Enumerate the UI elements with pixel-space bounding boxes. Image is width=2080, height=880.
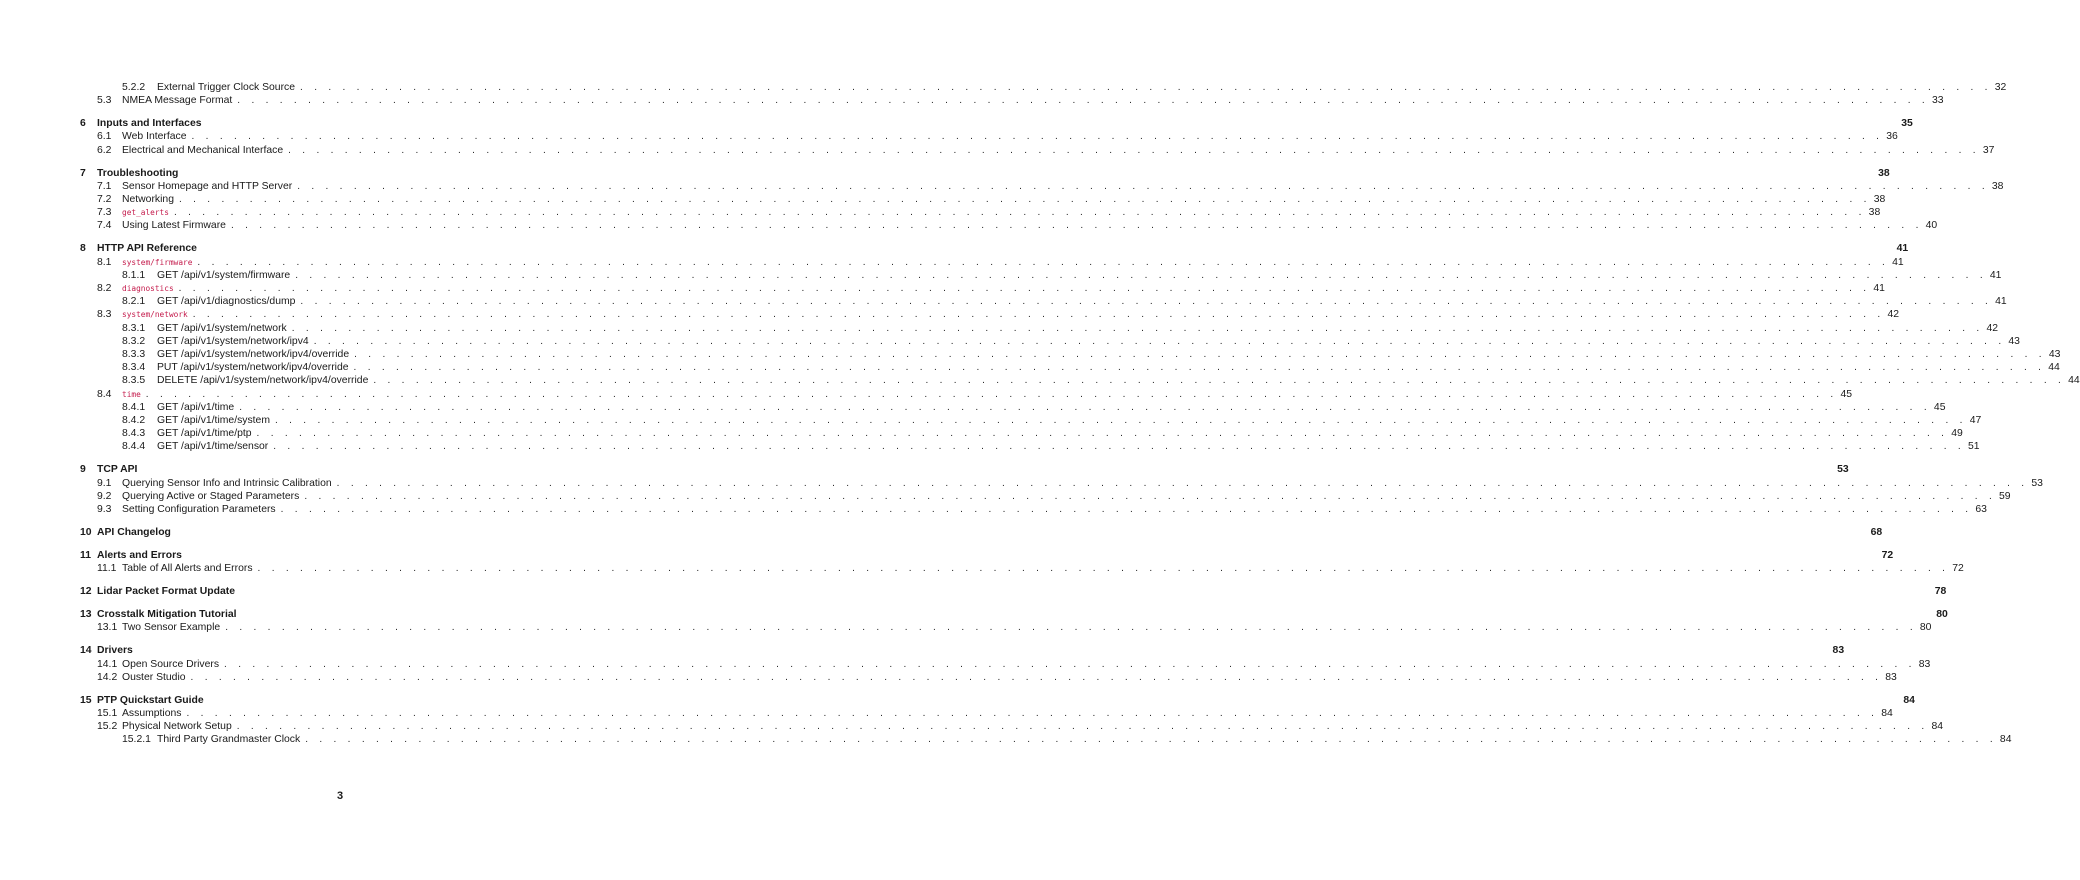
toc-entry-number: 11 — [80, 550, 91, 561]
toc-entry-title: GET /api/v1/diagnostics/dump — [157, 296, 296, 308]
toc-entry-number: 7 — [80, 167, 86, 179]
toc-entry-title: GET /api/v1/time/sensor — [157, 441, 269, 453]
toc-chapter-entry[interactable] — [80, 526, 1883, 539]
toc-entry-page: 45 — [1933, 401, 1946, 413]
toc-entry-page: 68 — [1870, 527, 1883, 538]
toc-section-entry[interactable] — [97, 94, 1944, 107]
toc-section-entry[interactable] — [97, 621, 1932, 634]
toc-entry-page: 83 — [1885, 671, 1897, 683]
toc-section-entry[interactable] — [97, 562, 1964, 575]
toc-entry-page: 45 — [1840, 388, 1853, 400]
toc-entry-number: 5.2.2 — [122, 82, 146, 93]
toc-entry-title: Assumptions — [122, 708, 182, 719]
toc-entry-page: 41 — [1896, 243, 1909, 255]
toc-section-entry[interactable] — [122, 401, 1946, 414]
toc-entry-page: 63 — [1975, 504, 1987, 515]
toc-section-entry[interactable] — [97, 308, 1899, 321]
toc-entry-page: 40 — [1925, 220, 1938, 232]
toc-entry-title: GET /api/v1/time/ptp — [157, 428, 252, 440]
toc-dot-leader: . . . . . . . . . . . . . . . . . . . . . . . . . . . . . . . . . . . . . . . . . . . . . . . . . . . . . . . . . . . . . . . . . . . . . . . . . . . . . . . . . . . . . . . . . . . . . . . . . . . . . . . . . . . . . . . . . . . . . . . . — [304, 490, 1997, 502]
toc-entry-title: Setting Configuration Parameters — [122, 504, 276, 515]
toc-chapter-entry[interactable] — [80, 117, 1913, 130]
toc-entry-page: 33 — [1932, 95, 1944, 107]
toc-entry-number: 15 — [80, 694, 92, 706]
toc-entry-number: 7.1 — [97, 180, 112, 192]
toc-dot-leader: . . . . . . . . . . . . . . . . . . . . . . . . . . . . . . . . . . . . . . . . . . . . . . . . . . . . . . . . . . . . . . . . . . . . . . . . . . . . . . . . . . . . . . . . . . . . . . . . . . . . . . . . . . . . . . . . . . . . . . . . — [178, 283, 1871, 294]
toc-dot-leader: . . . . . . . . . . . . . . . . . . . . . . . . . . . . . . . . . . . . . . . . . . . . . . . . . . . . . . . . . . . . . . . . . . . . . . . . . . . . . . . . . . . . . . . . . . . . . . . . . . . . . . . . . . . . . . . . . . . . . . . . — [297, 180, 1989, 192]
toc-entry-title: GET /api/v1/time/system — [157, 415, 270, 426]
toc-entry-title: TCP API — [97, 464, 138, 476]
toc-section-entry[interactable] — [97, 388, 1853, 401]
toc-dot-leader: . . . . . . . . . . . . . . . . . . . . . . . . . . . . . . . . . . . . . . . . . . . . . . . . . . . . . . . . . . . . . . . . . . . . . . . . . . . . . . . . . . . . . . . . . . . . . . . . . . . . . . . . . . . . . . . . . . . . . . . . — [288, 144, 1980, 156]
toc-entry-title: system/firmware — [122, 257, 193, 267]
toc-dot-leader: . . . . . . . . . . . . . . . . . . . . . . . . . . . . . . . . . . . . . . . . . . . . . . . . . . . . . . . . . . . . . . . . . . . . . . . . . . . . . . . . . . . . . . . . . . . . . . . . . . . . . . . . . . . . . . . . . . . . . . . . — [197, 256, 1890, 268]
toc-entry-page: 41 — [1892, 256, 1904, 268]
toc-entry-number: 6.2 — [97, 144, 112, 156]
toc-entry-title: PTP Quickstart Guide — [97, 694, 204, 706]
toc-entry-number: 5.3 — [97, 95, 112, 107]
toc-entry-title: GET /api/v1/system/network/ipv4/override — [157, 349, 350, 360]
toc-entry-number: 6.1 — [97, 131, 112, 143]
toc-entry-number: 8.1.1 — [122, 269, 146, 281]
toc-entry-number: 9.1 — [97, 477, 112, 489]
toc-entry-number: 9 — [80, 464, 86, 476]
toc-dot-leader: . . . . . . . . . . . . . . . . . . . . . . . . . . . . . . . . . . . . . . . . . . . . . . . . . . . . . . . . . . . . . . . . . . . . . . . . . . . . . . . . . . . . . . . . . . . . . . . . . . . . . . . . . . . . . . . . . . . . . . . . — [280, 504, 1973, 515]
toc-dot-leader: . . . . . . . . . . . . . . . . . . . . . . . . . . . . . . . . . . . . . . . . . . . . . . . . . . . . . . . . . . . . . . . . . . . . . . . . . . . . . . . . . . . . . . . . . . . . . . . . . . . . . . . . . . . . . . . . . . . . . . . . — [295, 269, 1987, 281]
toc-section-entry[interactable] — [97, 256, 1904, 269]
toc-dot-leader: . . . . . . . . . . . . . . . . . . . . . . . . . . . . . . . . . . . . . . . . . . . . . . . . . . . . . . . . . . . . . . . . . . . . . . . . . . . . . . . . . . . . . . . . . . . . . . . . . . . . . . . . . . . . . . . . . . . . . . . . — [237, 95, 1930, 107]
toc-entry-page: 38 — [1878, 167, 1890, 179]
toc-entry-number: 15.2.1 — [122, 734, 151, 746]
toc-section-entry[interactable] — [97, 490, 2011, 503]
toc-entry-page: 84 — [1931, 721, 1944, 733]
toc-section-entry[interactable] — [122, 414, 1982, 427]
toc-section-entry[interactable] — [97, 130, 1898, 143]
toc-section-entry[interactable] — [122, 269, 2002, 282]
toc-entry-title: Troubleshooting — [97, 167, 179, 179]
toc-entry-page: 78 — [1934, 586, 1947, 598]
toc-section-entry[interactable] — [97, 219, 1938, 232]
toc-entry-title: GET /api/v1/system/network/ipv4 — [157, 335, 309, 347]
toc-chapter-entry[interactable] — [80, 694, 1915, 707]
toc-entry-title: DELETE /api/v1/system/network/ipv4/override — [157, 375, 369, 387]
toc-entry-page: 42 — [1887, 309, 1899, 321]
toc-entry-title: Third Party Grandmaster Clock — [157, 734, 301, 746]
toc-entry-page: 53 — [1837, 464, 1849, 476]
toc-entry-title: Table of All Alerts and Errors — [122, 563, 253, 575]
toc-entry-title: get_alerts — [122, 208, 169, 218]
toc-section-entry[interactable] — [97, 477, 2043, 490]
toc-chapter-entry[interactable] — [80, 463, 1849, 476]
toc-dot-leader: . . . . . . . . . . . . . . . . . . . . . . . . . . . . . . . . . . . . . . . . . . . . . . . . . . . . . . . . . . . . . . . . . . . . . . . . . . . . . . . . . . . . . . . . . . . . . . . . . . . . . . . . . . . . . . . . . . . . . . . . — [236, 721, 1929, 733]
toc-entry-number: 8.4 — [97, 388, 112, 400]
toc-entry-number: 11.1 — [97, 563, 117, 575]
toc-entry-page: 38 — [1868, 207, 1881, 219]
toc-section-entry[interactable] — [122, 427, 1963, 440]
toc-entry-number: 13.1 — [97, 622, 118, 634]
toc-entry-title: Querying Sensor Info and Intrinsic Calibration — [122, 477, 332, 489]
page-number: 3 — [336, 790, 344, 802]
toc-entry-number: 15.2 — [97, 721, 118, 733]
toc-entry-number: 6 — [80, 118, 86, 130]
toc-entry-title: Networking — [122, 194, 174, 205]
toc-section-entry[interactable] — [122, 733, 2012, 746]
toc-entry-title: system/network — [122, 310, 188, 320]
toc-entry-page: 38 — [1991, 180, 2004, 192]
toc-dot-leader: . . . . . . . . . . . . . . . . . . . . . . . . . . . . . . . . . . . . . . . . . . . . . . . . . . . . . . . . . . . . . . . . . . . . . . . . . . . . . . . . . . . . . . . . . . . . . . . . . . . . . . . . . . . . . . . . . . . . . . . . — [273, 441, 1965, 453]
toc-entry-page: 59 — [1999, 490, 2011, 502]
toc-section-entry[interactable] — [97, 282, 1885, 295]
toc-section-entry[interactable] — [122, 374, 2080, 387]
toc-entry-title: Drivers — [97, 645, 133, 657]
toc-entry-page: 41 — [1989, 269, 2002, 281]
toc-entry-number: 14 — [80, 645, 92, 657]
toc-entry-number: 8.4.4 — [122, 441, 146, 453]
toc-entry-title: Physical Network Setup — [122, 721, 232, 733]
toc-entry-page: 51 — [1967, 441, 1980, 453]
toc-entry-title: Sensor Homepage and HTTP Server — [122, 180, 293, 192]
toc-entry-title: Alerts and Errors — [97, 550, 182, 561]
toc-entry-title: Querying Active or Staged Parameters — [122, 490, 300, 502]
toc-entry-title: Inputs and Interfaces — [97, 118, 202, 130]
toc-dot-leader: . . . . . . . . . . . . . . . . . . . . . . . . . . . . . . . . . . . . . . . . . . . . . . . . . . . . . . . . . . . . . . . . . . . . . . . . . . . . . . . . . . . . . . . . . . . . . . . . . . . . . . . . . . . . . . . . . . . . . . . . — [305, 734, 1997, 746]
toc-dot-leader: . . . . . . . . . . . . . . . . . . . . . . . . . . . . . . . . . . . . . . . . . . . . . . . . . . . . . . . . . . . . . . . . . . . . . . . . . . . . . . . . . . . . . . . . . . . . . . . . . . . . . . . . . . . . . . . . . . . . . . . . — [224, 658, 1916, 670]
toc-entry-title: NMEA Message Format — [122, 95, 233, 107]
toc-entry-page: 53 — [2031, 477, 2043, 489]
toc-section-entry[interactable] — [97, 206, 1881, 219]
toc-dot-leader: . . . . . . . . . . . . . . . . . . . . . . . . . . . . . . . . . . . . . . . . . . . . . . . . . . . . . . . . . . . . . . . . . . . . . . . . . . . . . . . . . . . . . . . . . . . . . . . . . . . . . . . . . . . . . . . . . . . . . . . . — [291, 322, 1984, 334]
toc-entry-page: 84 — [1881, 708, 1893, 719]
toc-entry-number: 8.3 — [97, 309, 112, 321]
toc-entry-number: 8.4.1 — [122, 401, 146, 413]
toc-dot-leader: . . . . . . . . . . . . . . . . . . . . . . . . . . . . . . . . . . . . . . . . . . . . . . . . . . . . . . . . . . . . . . . . . . . . . . . . . . . . . . . . . . . . . . . . . . . . . . . . . . . . . . . . . . . . . . . . . . . . . . . . — [186, 708, 1879, 719]
toc-entry-page: 84 — [1903, 694, 1915, 706]
toc-section-entry[interactable] — [122, 348, 2061, 361]
toc-entry-page: 83 — [1832, 645, 1845, 657]
toc-entry-page: 43 — [2008, 335, 2020, 347]
toc-section-entry[interactable] — [97, 707, 1893, 720]
toc-entry-number: 8.3.4 — [122, 362, 146, 374]
toc-entry-title: Two Sensor Example — [122, 622, 221, 634]
toc-entry-page: 80 — [1919, 622, 1932, 634]
toc-entry-page: 38 — [1873, 194, 1886, 205]
toc-chapter-entry[interactable] — [80, 608, 1948, 621]
toc-entry-number: 8.4.3 — [122, 428, 146, 440]
toc-entry-page: 80 — [1936, 609, 1948, 621]
toc-chapter-entry[interactable] — [80, 242, 1909, 255]
toc-entry-page: 43 — [2048, 349, 2061, 360]
toc-entry-title: PUT /api/v1/system/network/ipv4/override — [157, 362, 349, 374]
toc-entry-title: GET /api/v1/time — [157, 401, 235, 413]
toc-entry-title: GET /api/v1/system/network — [157, 322, 287, 334]
toc-entry-number: 7.4 — [97, 220, 112, 232]
toc-dot-leader: . . . . . . . . . . . . . . . . . . . . . . . . . . . . . . . . . . . . . . . . . . . . . . . . . . . . . . . . . . . . . . . . . . . . . . . . . . . . . . . . . . . . . . . . . . . . . . . . . . . . . . . . . . . . . . . . . . . . . . . . — [256, 428, 1949, 440]
toc-section-entry[interactable] — [97, 144, 1995, 157]
toc-entry-title: Ouster Studio — [122, 671, 186, 683]
toc-chapter-entry[interactable] — [80, 585, 1947, 598]
toc-entry-page: 47 — [1969, 415, 1982, 426]
toc-section-entry[interactable] — [97, 180, 2004, 193]
toc-dot-leader: . . . . . . . . . . . . . . . . . . . . . . . . . . . . . . . . . . . . . . . . . . . . . . . . . . . . . . . . . . . . . . . . . . . . . . . . . . . . . . . . . . . . . . . . . . . . . . . . . . . . . . . . . . . . . . . . . . . . . . . . — [313, 335, 2006, 347]
toc-dot-leader: . . . . . . . . . . . . . . . . . . . . . . . . . . . . . . . . . . . . . . . . . . . . . . . . . . . . . . . . . . . . . . . . . . . . . . . . . . . . . . . . . . . . . . . . . . . . . . . . . . . . . . . . . . . . . . . . . . . . . . . . — [336, 477, 2029, 489]
toc-section-entry[interactable] — [122, 361, 2060, 374]
toc-dot-leader: . . . . . . . . . . . . . . . . . . . . . . . . . . . . . . . . . . . . . . . . . . . . . . . . . . . . . . . . . . . . . . . . . . . . . . . . . . . . . . . . . . . . . . . . . . . . . . . . . . . . . . . . . . . . . . . . . . . . . . . . — [225, 622, 1917, 634]
toc-entry-number: 8 — [80, 243, 86, 255]
toc-chapter-entry[interactable] — [80, 644, 1845, 657]
toc-entry-title: GET /api/v1/system/firmware — [157, 269, 291, 281]
toc-entry-title: diagnostics — [122, 284, 174, 293]
toc-dot-leader: . . . . . . . . . . . . . . . . . . . . . . . . . . . . . . . . . . . . . . . . . . . . . . . . . . . . . . . . . . . . . . . . . . . . . . . . . . . . . . . . . . . . . . . . . . . . . . . . . . . . . . . . . . . . . . . . . . . . . . . . — [145, 388, 1838, 400]
toc-entry-number: 8.1 — [97, 256, 112, 268]
toc-dot-leader: . . . . . . . . . . . . . . . . . . . . . . . . . . . . . . . . . . . . . . . . . . . . . . . . . . . . . . . . . . . . . . . . . . . . . . . . . . . . . . . . . . . . . . . . . . . . . . . . . . . . . . . . . . . . . . . . . . . . . . . . — [230, 220, 1923, 232]
toc-section-entry[interactable] — [122, 81, 2007, 94]
toc-section-entry[interactable] — [122, 335, 2020, 348]
toc-entry-number: 8.2 — [97, 283, 112, 294]
toc-entry-page: 41 — [1873, 283, 1885, 294]
toc-entry-number: 15.1 — [97, 708, 118, 719]
toc-entry-number: 8.3.5 — [122, 375, 146, 387]
toc-dot-leader: . . . . . . . . . . . . . . . . . . . . . . . . . . . . . . . . . . . . . . . . . . . . . . . . . . . . . . . . . . . . . . . . . . . . . . . . . . . . . . . . . . . . . . . . . . . . . . . . . . . . . . . . . . . . . . . . . . . . . . . . — [300, 82, 1992, 93]
toc-entry-number: 9.2 — [97, 490, 112, 502]
toc-dot-leader: . . . . . . . . . . . . . . . . . . . . . . . . . . . . . . . . . . . . . . . . . . . . . . . . . . . . . . . . . . . . . . . . . . . . . . . . . . . . . . . . . . . . . . . . . . . . . . . . . . . . . . . . . . . . . . . . . . . . . . . . — [178, 194, 1871, 205]
toc-entry-page: 72 — [1952, 563, 1964, 575]
toc-entry-title: Web Interface — [122, 131, 187, 143]
toc-entry-number: 14.2 — [97, 671, 118, 683]
toc-entry-page: 36 — [1886, 131, 1898, 143]
toc-chapter-entry[interactable] — [80, 167, 1890, 180]
toc-section-entry[interactable] — [122, 440, 1980, 453]
toc-section-entry[interactable] — [122, 322, 1999, 335]
toc-entry-page: 41 — [1995, 296, 2007, 308]
toc-section-entry[interactable] — [97, 720, 1944, 733]
toc-entry-title: External Trigger Clock Source — [157, 82, 296, 93]
toc-section-entry[interactable] — [97, 503, 1987, 516]
toc-dot-leader: . . . . . . . . . . . . . . . . . . . . . . . . . . . . . . . . . . . . . . . . . . . . . . . . . . . . . . . . . . . . . . . . . . . . . . . . . . . . . . . . . . . . . . . . . . . . . . . . . . . . . . . . . . . . . . . . . . . . . . . . — [353, 362, 2046, 374]
toc-entry-number: 13 — [80, 609, 92, 621]
toc-entry-title: HTTP API Reference — [97, 243, 197, 255]
toc-dot-leader: . . . . . . . . . . . . . . . . . . . . . . . . . . . . . . . . . . . . . . . . . . . . . . . . . . . . . . . . . . . . . . . . . . . . . . . . . . . . . . . . . . . . . . . . . . . . . . . . . . . . . . . . . . . . . . . . . . . . . . . . — [373, 375, 2066, 387]
toc-entry-page: 42 — [1986, 322, 1999, 334]
toc-entry-number: 8.4.2 — [122, 415, 146, 426]
toc-entry-title: Electrical and Mechanical Interface — [122, 144, 284, 156]
toc-entry-number: 10 — [80, 527, 92, 538]
toc-entry-number: 8.3.1 — [122, 322, 146, 334]
toc-entry-page: 32 — [1994, 82, 2007, 93]
toc-entry-number: 8.3.2 — [122, 335, 146, 347]
toc-entry-page: 84 — [1999, 734, 2012, 746]
toc-entry-title: Lidar Packet Format Update — [97, 586, 236, 598]
toc-entry-title: time — [122, 389, 141, 399]
toc-entry-page: 83 — [1918, 658, 1931, 670]
toc-entry-title: API Changelog — [97, 527, 171, 538]
toc-entry-page: 44 — [2068, 375, 2080, 387]
toc-dot-leader: . . . . . . . . . . . . . . . . . . . . . . . . . . . . . . . . . . . . . . . . . . . . . . . . . . . . . . . . . . . . . . . . . . . . . . . . . . . . . . . . . . . . . . . . . . . . . . . . . . . . . . . . . . . . . . . . . . . . . . . . — [173, 207, 1866, 219]
toc-entry-number: 8.3.3 — [122, 349, 146, 360]
toc-section-entry[interactable] — [97, 658, 1931, 671]
toc-entry-number: 7.3 — [97, 207, 112, 219]
toc-dot-leader: . . . . . . . . . . . . . . . . . . . . . . . . . . . . . . . . . . . . . . . . . . . . . . . . . . . . . . . . . . . . . . . . . . . . . . . . . . . . . . . . . . . . . . . . . . . . . . . . . . . . . . . . . . . . . . . . . . . . . . . . — [192, 309, 1885, 321]
toc-dot-leader: . . . . . . . . . . . . . . . . . . . . . . . . . . . . . . . . . . . . . . . . . . . . . . . . . . . . . . . . . . . . . . . . . . . . . . . . . . . . . . . . . . . . . . . . . . . . . . . . . . . . . . . . . . . . . . . . . . . . . . . . — [257, 563, 1950, 575]
toc-section-entry[interactable] — [97, 193, 1886, 206]
toc-entry-title: Using Latest Firmware — [122, 220, 226, 232]
toc-entry-number: 9.3 — [97, 504, 112, 515]
toc-entry-number: 14.1 — [97, 658, 118, 670]
toc-section-entry[interactable] — [97, 671, 1897, 684]
toc-dot-leader: . . . . . . . . . . . . . . . . . . . . . . . . . . . . . . . . . . . . . . . . . . . . . . . . . . . . . . . . . . . . . . . . . . . . . . . . . . . . . . . . . . . . . . . . . . . . . . . . . . . . . . . . . . . . . . . . . . . . . . . . — [239, 401, 1931, 413]
toc-dot-leader: . . . . . . . . . . . . . . . . . . . . . . . . . . . . . . . . . . . . . . . . . . . . . . . . . . . . . . . . . . . . . . . . . . . . . . . . . . . . . . . . . . . . . . . . . . . . . . . . . . . . . . . . . . . . . . . . . . . . . . . . — [354, 349, 2046, 360]
toc-entry-title: Open Source Drivers — [122, 658, 220, 670]
toc-dot-leader: . . . . . . . . . . . . . . . . . . . . . . . . . . . . . . . . . . . . . . . . . . . . . . . . . . . . . . . . . . . . . . . . . . . . . . . . . . . . . . . . . . . . . . . . . . . . . . . . . . . . . . . . . . . . . . . . . . . . . . . . — [190, 671, 1883, 683]
toc-entry-page: 44 — [2048, 362, 2060, 374]
toc-entry-number: 8.2.1 — [122, 296, 146, 308]
toc-entry-page: 72 — [1881, 550, 1894, 561]
toc-section-entry[interactable] — [122, 295, 2007, 308]
toc-dot-leader: . . . . . . . . . . . . . . . . . . . . . . . . . . . . . . . . . . . . . . . . . . . . . . . . . . . . . . . . . . . . . . . . . . . . . . . . . . . . . . . . . . . . . . . . . . . . . . . . . . . . . . . . . . . . . . . . . . . . . . . . — [191, 131, 1884, 143]
toc-entry-number: 12 — [80, 586, 92, 598]
toc-dot-leader: . . . . . . . . . . . . . . . . . . . . . . . . . . . . . . . . . . . . . . . . . . . . . . . . . . . . . . . . . . . . . . . . . . . . . . . . . . . . . . . . . . . . . . . . . . . . . . . . . . . . . . . . . . . . . . . . . . . . . . . . — [274, 415, 1967, 426]
toc-entry-page: 35 — [1901, 118, 1913, 130]
toc-dot-leader: . . . . . . . . . . . . . . . . . . . . . . . . . . . . . . . . . . . . . . . . . . . . . . . . . . . . . . . . . . . . . . . . . . . . . . . . . . . . . . . . . . . . . . . . . . . . . . . . . . . . . . . . . . . . . . . . . . . . . . . . — [300, 296, 1993, 308]
toc-entry-title: Crosstalk Mitigation Tutorial — [97, 609, 237, 621]
toc-entry-number: 7.2 — [97, 194, 112, 205]
toc-chapter-entry[interactable] — [80, 549, 1894, 562]
toc-entry-page: 49 — [1951, 428, 1963, 440]
toc-entry-page: 37 — [1982, 144, 1995, 156]
